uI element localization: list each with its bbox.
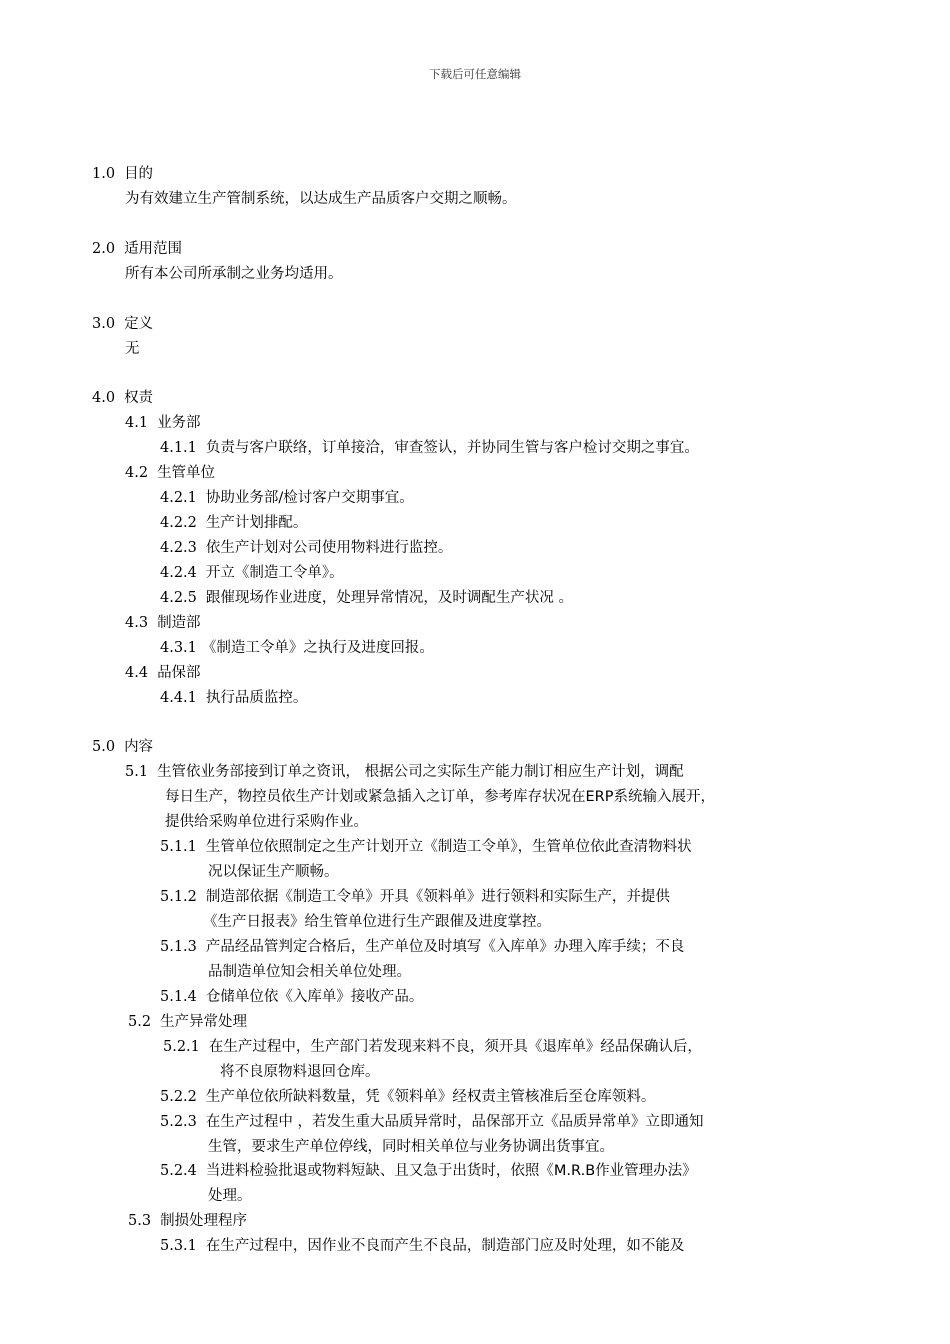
item-5-2-1-line-1 xyxy=(163,1038,702,1056)
item-4-2-3 xyxy=(160,539,452,557)
item-text: 当进料检验批退或物料短缺、且又急于出货时，依照《M.R.B作业管理办法》 xyxy=(205,1163,697,1179)
item-text: 执行品质监控。 xyxy=(205,690,308,706)
subsection-4-3-heading xyxy=(125,614,201,632)
item-text: 在生产过程中 ，若发生重大品质异常时，品保部开立《品质异常单》立即通知 xyxy=(205,1114,704,1130)
section-title: 业务部 xyxy=(157,415,201,431)
section-title: 权责 xyxy=(124,390,154,406)
item-text: 负责与客户联络，订单接洽，审查签认，并协同生管与客户检讨交期之事宜。 xyxy=(205,440,699,456)
item-5-1-2-line-1 xyxy=(160,888,670,906)
section-number: 4.1 xyxy=(125,415,149,431)
item-number: 5.3.1 xyxy=(160,1238,197,1254)
section-1-heading xyxy=(92,165,153,183)
section-title: 制造部 xyxy=(157,615,201,631)
item-text: 协助业务部/检讨客户交期事宜。 xyxy=(205,490,414,506)
item-5-1-1-line-1 xyxy=(160,838,692,856)
item-text: 在生产过程中，因作业不良而产生不良品，制造部门应及时处理，如不能及 xyxy=(205,1238,685,1254)
item-text: 制造部依据《制造工令单》开具《领料单》进行领料和实际生产，并提供 xyxy=(205,889,670,905)
item-number: 4.2.2 xyxy=(160,515,197,531)
section-number: 4.3 xyxy=(125,615,149,631)
item-5-2-4-line-2: 处理。 xyxy=(208,1188,252,1204)
item-text: 生产单位依所缺料数量，凭《领料单》经权责主管核准后至仓库领料。 xyxy=(205,1089,656,1105)
item-5-1-3-line-1 xyxy=(160,938,684,956)
section-number: 2.0 xyxy=(92,241,116,257)
section-title: 目的 xyxy=(124,166,154,182)
section-number: 5.2 xyxy=(128,1014,152,1030)
section-2-heading xyxy=(92,240,182,258)
item-text: 开立《制造工令单》。 xyxy=(205,565,344,581)
section-number: 1.0 xyxy=(92,166,116,182)
section-title: 内容 xyxy=(124,739,154,755)
item-5-1-3-line-2: 品制造单位知会相关单位处理。 xyxy=(208,964,411,980)
section-3-body: 无 xyxy=(125,341,140,357)
item-5-2-4-line-1 xyxy=(160,1162,697,1180)
item-number: 4.2.3 xyxy=(160,540,197,556)
section-5-heading xyxy=(92,738,153,756)
item-number: 5.2.4 xyxy=(160,1163,197,1179)
item-4-2-2 xyxy=(160,514,307,532)
subsection-5-1-line-1 xyxy=(125,763,684,781)
item-number: 5.2.1 xyxy=(163,1039,200,1055)
item-text: 在生产过程中，生产部门若发现来料不良，须开具《退库单》经品保确认后， xyxy=(208,1039,702,1055)
item-4-2-5 xyxy=(160,589,573,607)
item-text: 《制造工令单》之执行及进度回报。 xyxy=(201,640,434,656)
item-number: 5.1.4 xyxy=(160,989,197,1005)
subsection-5-1-line-2: 每日生产，物控员依生产计划或紧急插入之订单，参考库存状况在ERP系统输入展开， xyxy=(165,789,715,805)
section-4-heading xyxy=(92,389,153,407)
section-title: 制损处理程序 xyxy=(160,1213,248,1229)
item-4-3-1 xyxy=(160,639,434,657)
item-text: 生管单位依照制定之生产计划开立《制造工令单》，生管单位依此查清物料状 xyxy=(205,839,692,855)
section-number: 4.0 xyxy=(92,390,116,406)
item-number: 4.4.1 xyxy=(160,690,197,706)
item-number: 4.2.5 xyxy=(160,590,197,606)
item-4-2-4 xyxy=(160,564,344,582)
subsection-5-1-line-3: 提供给采购单位进行采购作业。 xyxy=(165,814,368,830)
subsection-5-2-heading xyxy=(128,1013,247,1031)
section-1-body: 为有效建立生产管制系统，以达成生产品质客户交期之顺畅。 xyxy=(125,191,517,207)
item-text: 跟催现场作业进度，处理异常情况，及时调配生产状况 。 xyxy=(205,590,574,606)
section-title: 生产异常处理 xyxy=(160,1014,248,1030)
item-5-1-1-line-2: 况以保证生产顺畅。 xyxy=(208,864,339,880)
section-3-heading xyxy=(92,315,153,333)
item-number: 4.1.1 xyxy=(160,440,197,456)
item-text: 仓储单位依《入库单》接收产品。 xyxy=(205,989,424,1005)
item-4-1-1 xyxy=(160,439,699,457)
section-number: 4.4 xyxy=(125,665,149,681)
section-number: 5.3 xyxy=(128,1213,152,1229)
header-note: 下载后可任意编辑 xyxy=(429,67,521,81)
subsection-4-1-heading xyxy=(125,414,201,432)
subsection-4-2-heading xyxy=(125,464,215,482)
item-4-4-1 xyxy=(160,689,307,707)
item-number: 5.2.3 xyxy=(160,1114,197,1130)
paragraph-text: 生管依业务部接到订单之资讯， 根据公司之实际生产能力制订相应生产计划，调配 xyxy=(157,764,684,780)
item-5-2-2 xyxy=(160,1088,655,1106)
item-5-2-1-line-2: 将不良原物料退回仓库。 xyxy=(220,1064,380,1080)
item-5-1-4 xyxy=(160,988,423,1006)
section-title: 生管单位 xyxy=(157,465,216,481)
item-number: 5.1.2 xyxy=(160,889,197,905)
item-5-3-1-line-1 xyxy=(160,1237,684,1255)
section-number: 5.0 xyxy=(92,739,116,755)
item-text: 依生产计划对公司使用物料进行监控。 xyxy=(205,540,453,556)
item-4-2-1 xyxy=(160,489,414,507)
section-title: 适用范围 xyxy=(124,241,183,257)
item-number: 4.3.1 xyxy=(160,640,197,656)
item-5-1-2-line-2: 《生产日报表》给生管单位进行生产跟催及进度掌控。 xyxy=(203,914,551,930)
section-title: 定义 xyxy=(124,316,154,332)
item-number: 5.1.1 xyxy=(160,839,197,855)
item-5-2-3-line-1 xyxy=(160,1113,704,1131)
item-number: 5.1.3 xyxy=(160,939,197,955)
subsection-5-3-heading xyxy=(128,1212,247,1230)
item-text: 生产计划排配。 xyxy=(205,515,308,531)
item-number: 4.2.1 xyxy=(160,490,197,506)
section-number: 3.0 xyxy=(92,316,116,332)
section-2-body: 所有本公司所承制之业务均适用。 xyxy=(125,266,343,282)
item-5-2-3-line-2: 生管，要求生产单位停线，同时相关单位与业务协调出货事宜。 xyxy=(208,1139,614,1155)
item-number: 4.2.4 xyxy=(160,565,197,581)
section-number: 5.1 xyxy=(125,764,149,780)
subsection-4-4-heading xyxy=(125,664,201,682)
section-number: 4.2 xyxy=(125,465,149,481)
item-number: 5.2.2 xyxy=(160,1089,197,1105)
item-text: 产品经品管判定合格后，生产单位及时填写《入库单》办理入库手续；不良 xyxy=(205,939,685,955)
section-title: 品保部 xyxy=(157,665,201,681)
